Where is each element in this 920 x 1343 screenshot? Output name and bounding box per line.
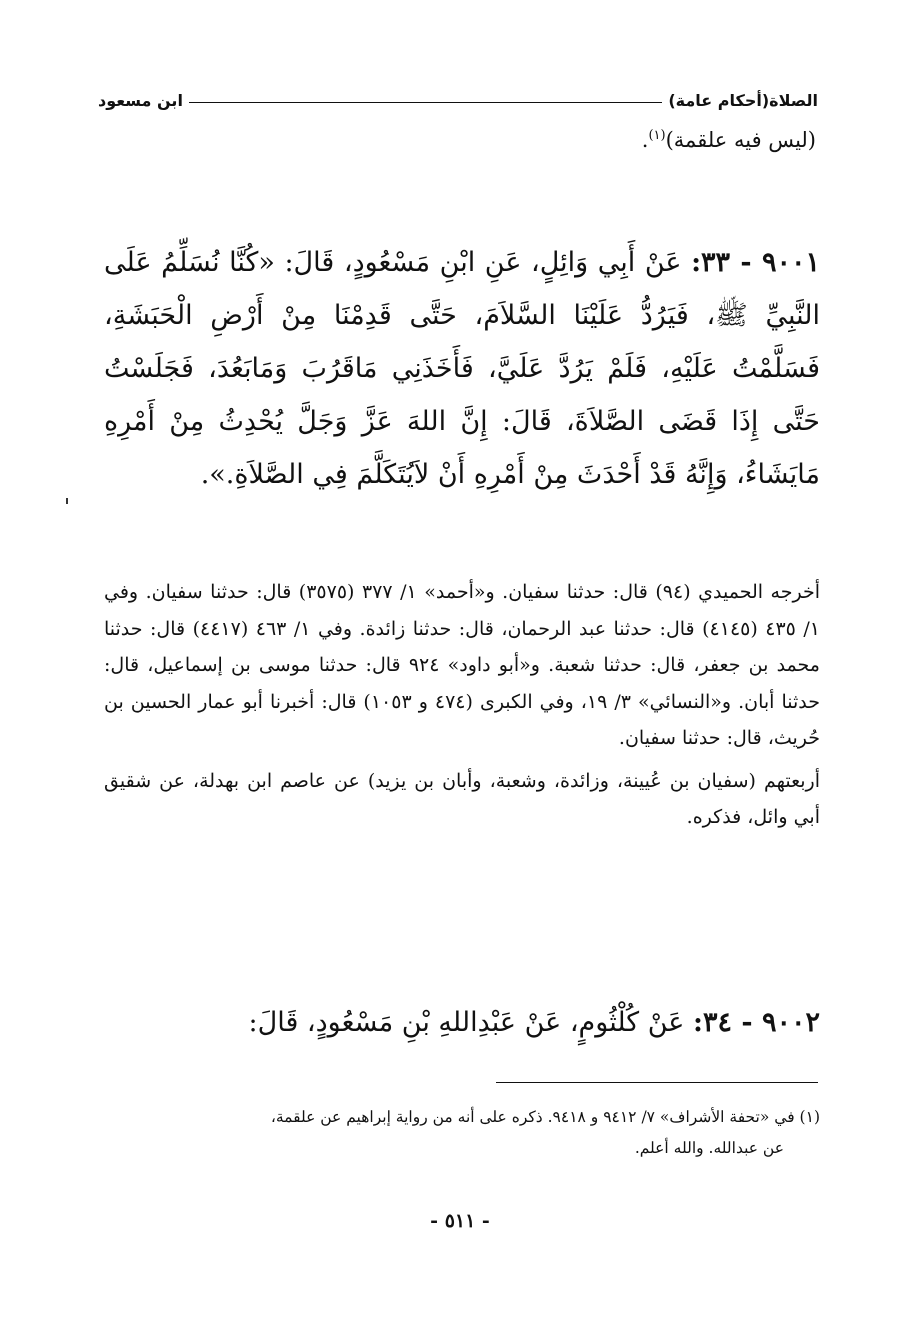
continuation-line <box>642 128 816 152</box>
footnote-line <box>104 1102 820 1133</box>
footnote-text: في «تحفة الأشراف» ٧/ ٩٤١٢ و ٩٤١٨. ذكره على أنه من رواية إبراهيم عن علقمة، <box>270 1108 795 1126</box>
scan-mark <box>66 498 68 504</box>
footnote-marker: (١) <box>799 1108 820 1126</box>
footnote-text: عن عبدالله. والله أعلم. <box>634 1139 784 1157</box>
hadith-number: ٩٠٠٢ - ٣٤: <box>692 1007 820 1038</box>
takhrij-section <box>104 574 820 836</box>
running-header <box>98 86 818 114</box>
footnote-line <box>104 1133 820 1164</box>
footnote-separator <box>496 1082 818 1083</box>
takhrij-summary: أربعتهم (سفيان بن عُيينة، وزائدة، وشعبة، وأبان بن يزيد) عن عاصم ابن بهدلة، عن شقيق أبي وائل، فذكره. <box>104 769 820 828</box>
hadith-text: عَنْ كُلْثُومٍ، عَنْ عَبْدِاللهِ بْنِ مَسْعُودٍ، قَالَ: <box>248 1007 685 1038</box>
author-name: ابن مسعود <box>98 90 183 110</box>
continuation-text: (ليس فيه علقمة) <box>665 128 816 152</box>
footnote <box>104 1102 820 1164</box>
takhrij-paragraph: أخرجه الحميدي (٩٤) قال: حدثنا سفيان. و«أحمد» ١/ ٣٧٧ (٣٥٧٥) قال: حدثنا سفيان. وفي ١/ ٤٣٥ (٤١٤٥) قال: حدثنا عبد الرحمان، قال: حدثنا زائدة. وفي ١/ ٤٦٣ (٤٤١٧) قال: حدثنا محمد بن جعفر، قال: حدثنا شعبة. و«أبو داود» ٩٢٤ قال: حدثنا موسى بن إسماعيل، قال: حدثنا أبان. و«النسائي» ٣/ ١٩، وفي الكبرى (٤٧٤ و ١٠٥٣) قال: أخبرنا أبو عمار الحسين بن حُريث، قال: حدثنا سفيان. <box>104 581 821 749</box>
hadith-text: عَنْ أَبِي وَائِلٍ، عَنِ ابْنِ مَسْعُودٍ، قَالَ: «كُنَّا نُسَلِّمُ عَلَى النَّبِيِّ ﷺ، فَيَرُدُّ عَلَيْنَا السَّلاَمَ، حَتَّى قَدِمْنَا مِنْ أَرْضِ الْحَبَشَةِ، فَسَلَّمْتُ عَلَيْهِ، فَلَمْ يَرُدَّ عَلَيَّ، فَأَخَذَنِي مَاقَرُبَ وَمَابَعُدَ، فَجَلَسْتُ حَتَّى إِذَا قَضَى الصَّلاَةَ، قَالَ: إِنَّ اللهَ عَزَّ وَجَلَّ يُحْدِثُ مِنْ أَمْرِهِ مَايَشَاءُ، وَإِنَّهُ قَدْ أَحْدَثَ مِنْ أَمْرِهِ أَنْ لاَيُتَكَلَّمَ فِي الصَّلاَةِ.». <box>104 247 820 490</box>
continuation-tail: . <box>641 128 649 152</box>
chapter-title: الصلاة(أحكام عامة) <box>668 90 818 110</box>
hadith-number: ٩٠٠١ - ٣٣: <box>691 247 821 278</box>
page-number: - ٥١١ - <box>430 1210 490 1232</box>
hadith-9001 <box>104 236 820 501</box>
hadith-9002 <box>104 996 820 1049</box>
footnote-ref[interactable]: (١) <box>648 128 666 143</box>
header-rule <box>189 102 662 103</box>
